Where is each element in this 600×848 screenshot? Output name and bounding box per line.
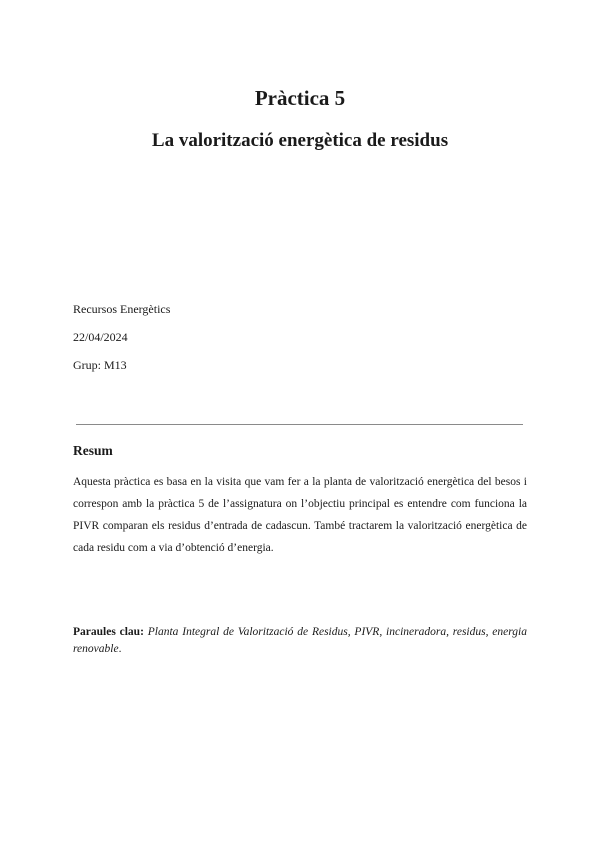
keywords-label: Paraules clau: — [73, 626, 144, 638]
document-date: 22/04/2024 — [73, 330, 128, 344]
keywords-paragraph — [73, 624, 527, 658]
abstract-heading: Resum — [73, 443, 113, 458]
abstract-text: Aquesta pràctica es basa en la visita que vam fer a la planta de valorització energètica del besos i correspon amb la pràctica 5 de l’assignatura on l’objectiu principal es entendre com funciona la PIVR comparan els residus d’entrada de cadascun. També tractarem la valorització energètica de cada residu com a via d’obtenció d’energia. — [73, 476, 527, 554]
document-subtitle: La valorització energètica de residus — [151, 130, 449, 151]
section-divider — [76, 424, 523, 425]
course-name: Recursos Energètics — [73, 302, 171, 316]
document-title: Pràctica 5 — [254, 86, 346, 110]
keywords-terms: Planta Integral de Valorització de Residus, PIVR, incineradora, residus, energia renovable — [73, 626, 528, 655]
group-label: Grup: M13 — [73, 358, 127, 372]
keywords-terminator: . — [118, 643, 122, 655]
